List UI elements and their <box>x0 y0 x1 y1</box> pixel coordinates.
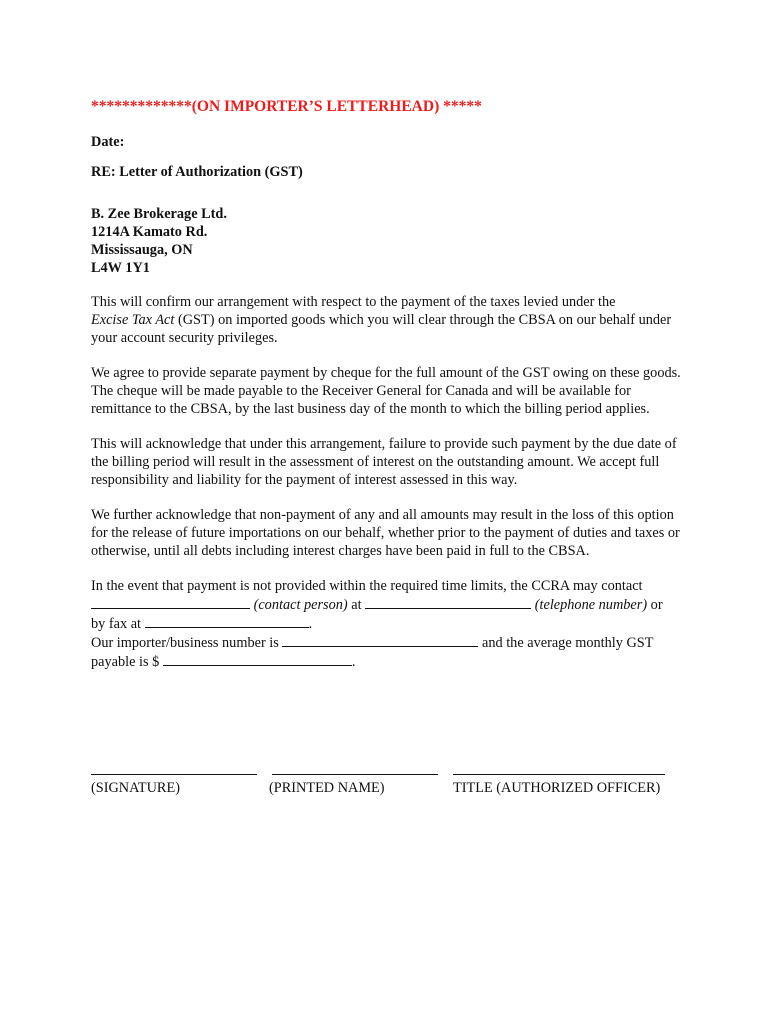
monthly-gst-blank[interactable] <box>163 652 352 666</box>
recipient-city: Mississauga, ON <box>91 242 193 258</box>
title-label: TITLE (AUTHORIZED OFFICER) <box>453 780 661 796</box>
signature-column <box>91 774 257 797</box>
letterhead-placeholder: *************(ON IMPORTER’S LETTERHEAD) ***** <box>91 98 482 115</box>
fax-period: . <box>308 616 313 632</box>
contact-intro: In the event that payment is not provided within the required time limits, the CCRA may contact <box>91 578 643 594</box>
importer-text: Our importer/business number is <box>91 635 283 651</box>
or-text: or <box>647 597 663 613</box>
letter-body <box>91 98 691 671</box>
paragraph-interest-acknowledgement: This will acknowledge that under this arrangement, failure to provide such payment by the due date of the billing period will result in the assessment of interest on the outstanding amount. We accept full responsibility and liability for the payment of interest assessed in this way. <box>91 436 677 488</box>
payable-period: . <box>351 654 356 670</box>
average-text: and the average monthly GST <box>478 635 654 651</box>
contact-person-label: (contact person) <box>253 597 348 613</box>
fax-line <box>91 614 691 633</box>
signature-label: (SIGNATURE) <box>91 780 180 796</box>
telephone-blank[interactable] <box>365 595 531 609</box>
paragraph-payment-agreement: We agree to provide separate payment by cheque for the full amount of the GST owing on these goods. The cheque will be made payable to the Receiver General for Canada and will be available for remittance to the CBSA, by the last business day of the month to which the billing period applies. <box>91 365 681 417</box>
contact-line <box>91 595 691 614</box>
paragraph-confirmation-end: (GST) on imported goods which you will clear through the CBSA on our behalf under your account security privileges. <box>91 312 672 346</box>
fax-blank[interactable] <box>145 614 309 628</box>
payable-line <box>91 652 691 671</box>
title-line[interactable] <box>453 774 665 775</box>
fax-text: by fax at <box>91 616 145 632</box>
title-column <box>453 774 665 797</box>
printed-name-label: (PRINTED NAME) <box>269 780 385 796</box>
importer-line <box>91 633 691 652</box>
paragraph-nonpayment-acknowledgement: We further acknowledge that non-payment of any and all amounts may result in the loss of this option for the release of future importations on our behalf, whether prior to the payment of duties and taxes or otherwise, until all debts including interest charges have been paid in full to the CBSA. <box>91 507 680 559</box>
recipient-address <box>91 205 691 277</box>
recipient-postal: L4W 1Y1 <box>91 260 150 276</box>
paragraph-confirmation-start: This will confirm our arrangement with respect to the payment of the taxes levied under the <box>91 294 616 310</box>
recipient-street: 1214A Kamato Rd. <box>91 224 208 240</box>
payable-text: payable is $ <box>91 654 163 670</box>
subject-line: RE: Letter of Authorization (GST) <box>91 164 303 180</box>
printed-name-line[interactable] <box>272 774 438 775</box>
telephone-label: (telephone number) <box>534 597 648 613</box>
contact-person-blank[interactable] <box>91 595 250 609</box>
recipient-name: B. Zee Brokerage Ltd. <box>91 206 227 222</box>
printed-name-column <box>269 774 438 797</box>
paragraph-contact-details <box>91 577 691 671</box>
at-text: at <box>347 597 366 613</box>
importer-number-blank[interactable] <box>282 633 478 647</box>
paragraph-confirmation <box>91 293 691 347</box>
act-name: Excise Tax Act <box>91 312 175 328</box>
date-label: Date: <box>91 134 125 150</box>
signature-line[interactable] <box>91 774 257 775</box>
